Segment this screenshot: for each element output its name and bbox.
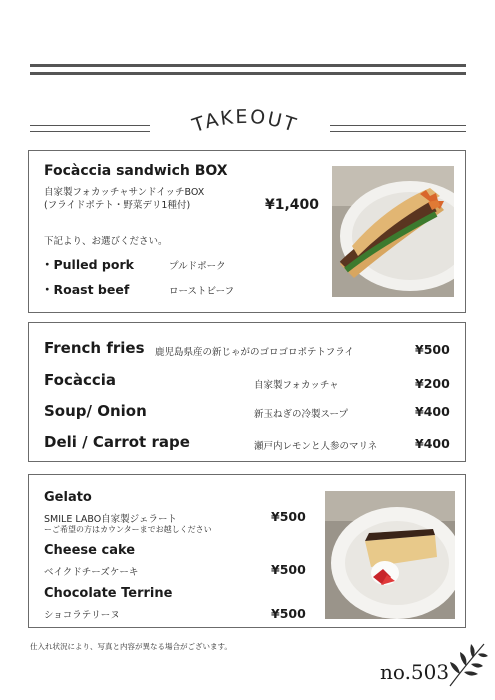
sandwich-box-panel — [28, 150, 466, 313]
logo-text: no.503 — [380, 660, 450, 684]
dessert-name: Gelato — [44, 490, 92, 505]
option-roast-beef: ・Roast beef — [41, 282, 130, 297]
item-jp: 新玉ねぎの冷製スープ — [254, 409, 349, 420]
footer-note: 仕入れ状況により、写真と内容が異なる場合がございます。 — [30, 642, 232, 651]
title-rule-left-1 — [30, 125, 150, 126]
header-rule-bottom — [30, 72, 466, 75]
item-jp: 自家製フォカッチャ — [254, 380, 339, 391]
item-price: ¥500 — [415, 342, 450, 357]
dessert-note: ーご希望の方はカウンターまでお越しください — [44, 525, 212, 534]
item-name: Deli / Carrot rape — [44, 433, 190, 451]
sides-panel — [28, 322, 466, 462]
title-rule-right-2 — [330, 131, 466, 132]
option-pulled-pork: ・Pulled pork — [41, 257, 134, 272]
leaf-branch-icon — [440, 636, 490, 692]
header-rule-top — [30, 64, 466, 67]
option-pulled-pork-jp: プルドポーク — [169, 261, 226, 272]
dessert-price: ¥500 — [271, 562, 306, 577]
title-rule-right-1 — [330, 125, 466, 126]
dessert-jp: ショコラテリーヌ — [44, 610, 120, 621]
item-price: ¥400 — [415, 436, 450, 451]
sandwich-box-desc-1: 自家製フォカッチャサンドイッチBOX — [44, 187, 205, 198]
cheesecake-photo — [325, 491, 455, 619]
logo — [380, 660, 449, 684]
item-jp: 瀬戸内レモンと人参のマリネ — [254, 441, 378, 452]
sandwich-box-name: Focàccia sandwich BOX — [44, 163, 228, 179]
dessert-price: ¥500 — [271, 509, 306, 524]
dessert-jp: SMILE LABO自家製ジェラート — [44, 514, 177, 525]
item-jp: 鹿児島県産の新じゃがのゴロゴロポテトフライ — [155, 347, 354, 358]
sandwich-photo — [332, 166, 454, 297]
dessert-name: Cheese cake — [44, 543, 136, 558]
desserts-panel — [28, 474, 466, 628]
dessert-price: ¥500 — [271, 606, 306, 621]
sandwich-box-desc-2: (フライドポテト・野菜デリ1種付) — [44, 200, 191, 211]
svg-text:TAKEOUT — [189, 106, 300, 137]
dessert-jp: ベイクドチーズケーキ — [44, 567, 139, 578]
title-text: TAKEOUT — [189, 105, 301, 138]
option-roast-beef-jp: ローストビーフ — [169, 286, 235, 297]
item-name: Focàccia — [44, 371, 117, 389]
title-rule-left-2 — [30, 131, 150, 132]
page-title — [170, 100, 320, 145]
dessert-name: Chocolate Terrine — [44, 586, 173, 601]
item-name: Soup/ Onion — [44, 402, 147, 420]
item-name: French fries — [44, 339, 145, 357]
item-price: ¥200 — [415, 376, 450, 391]
choose-text: 下記より、お選びください。 — [44, 236, 168, 247]
sandwich-box-price: ¥1,400 — [265, 197, 320, 213]
item-price: ¥400 — [415, 404, 450, 419]
